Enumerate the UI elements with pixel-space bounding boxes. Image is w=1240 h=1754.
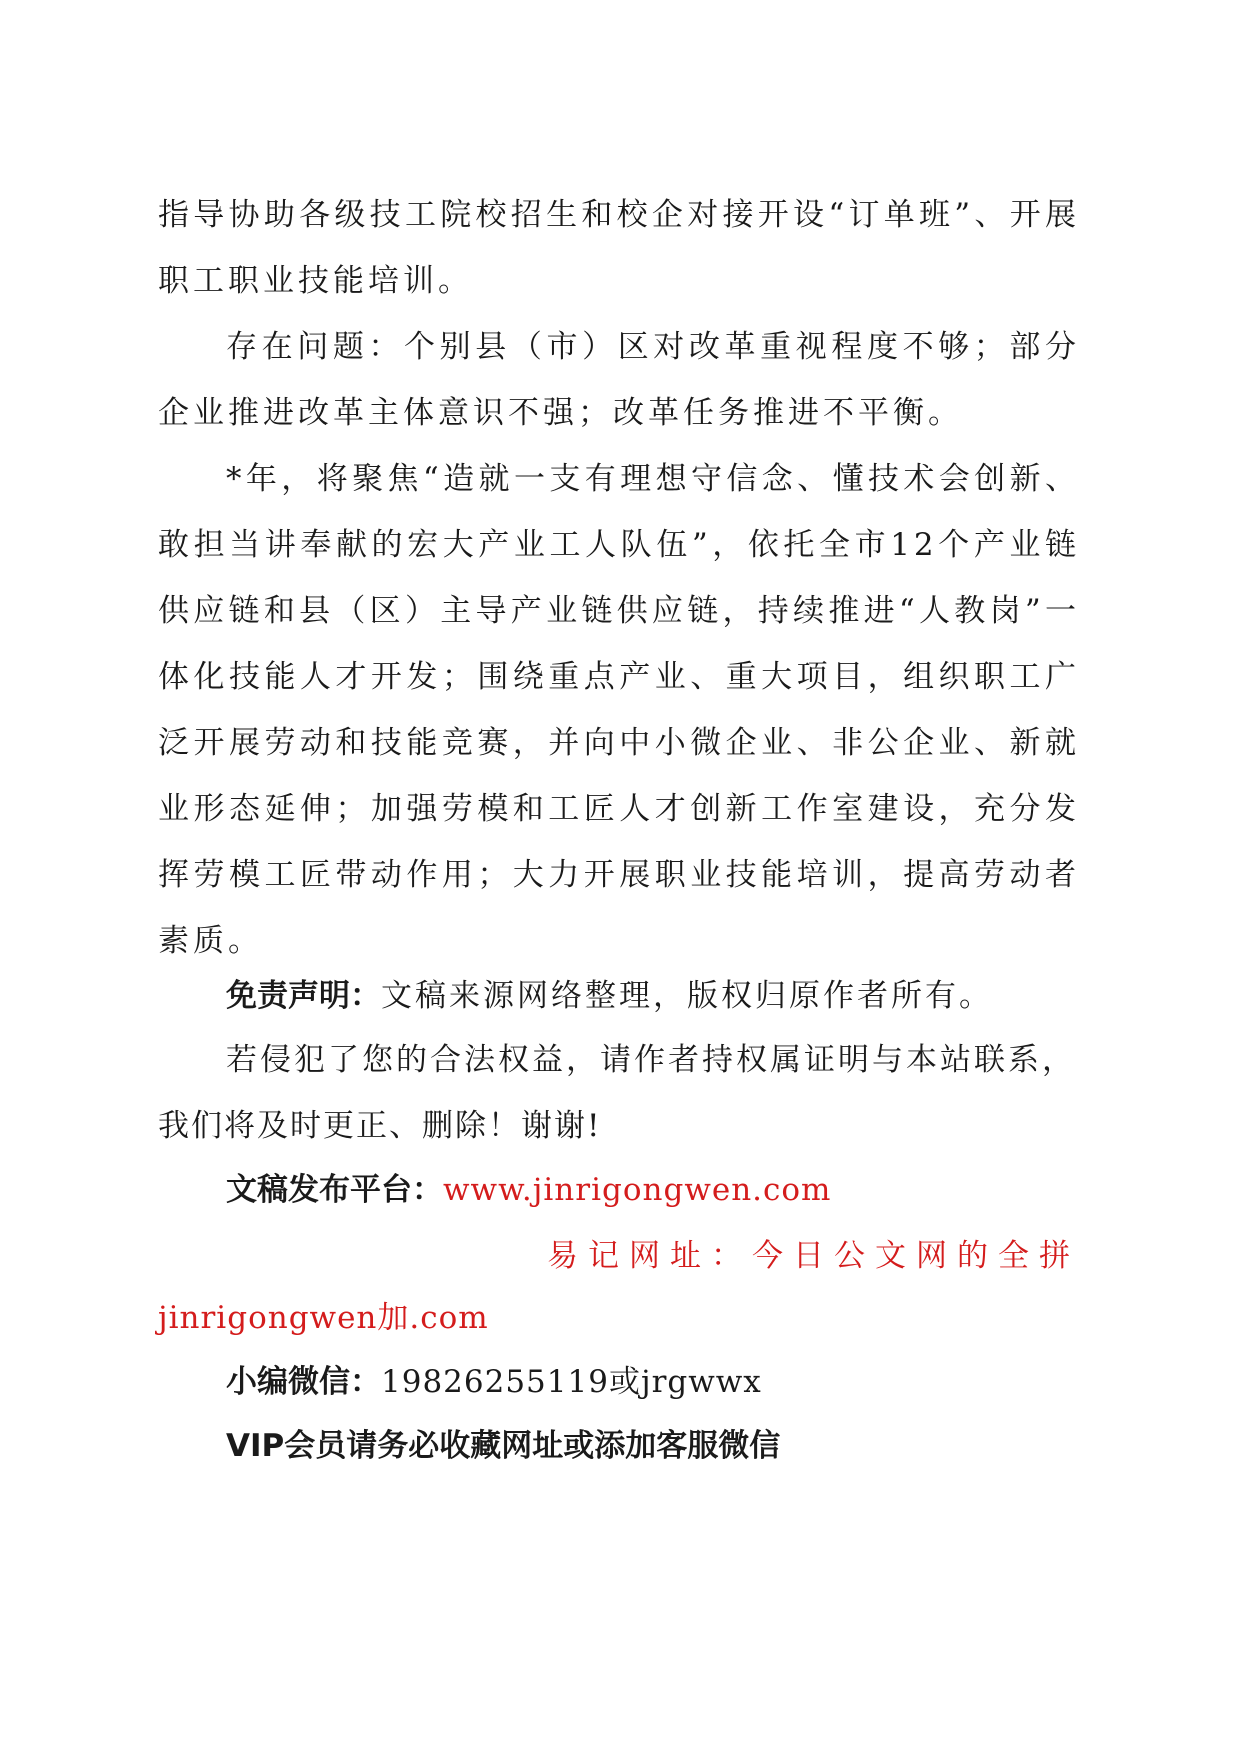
vip-notice: VIP会员请务必收藏网址或添加客服微信 [226, 1428, 781, 1464]
disclaimer-line [158, 976, 1148, 1016]
easy-url-label: 易记网址：今日公文网的全拼 [547, 1238, 1080, 1274]
infringement-notice: 若侵犯了您的合法权益，请作者持权属证明与本站联系， [226, 1042, 1076, 1078]
easy-url-value: jinrigongwen加.com [158, 1300, 489, 1336]
body-paragraph-1: 指导协助各级技工院校招生和校企对接开设“订单班”、开展职工职业技能培训。 [158, 197, 1080, 299]
body-paragraph-problems: 存在问题：个别县（市）区对改革重视程度不够；部分企业推进改革主体意识不强；改革任务推进不平衡。 [158, 329, 1080, 431]
wechat-line [158, 1362, 1148, 1402]
wechat-value: 19826255119或jrgwwx [381, 1364, 762, 1400]
platform-url-link[interactable]: www.jinrigongwen.com [443, 1172, 832, 1208]
disclaimer-text: 文稿来源网络整理，版权归原作者所有。 [381, 978, 993, 1014]
wechat-label: 小编微信： [226, 1364, 381, 1400]
platform-label: 文稿发布平台： [226, 1172, 443, 1208]
correction-notice: 我们将及时更正、删除！谢谢! [158, 1108, 602, 1144]
platform-line [158, 1170, 1148, 1210]
disclaimer-label: 免责声明： [226, 978, 381, 1014]
body-paragraph-plan: *年，将聚焦“造就一支有理想守信念、懂技术会创新、敢担当讲奉献的宏大产业工人队伍”，依托全市12个产业链供应链和县（区）主导产业链供应链，持续推进“人教岗”一体化技能人才开发；围绕重点产业、重大项目，组织职工广泛开展劳动和技能竞赛，并向中小微企业、非公企业、新就业形态延伸；加强劳模和工匠人才创新工作室建设，充分发挥劳模工匠带动作用；大力开展职业技能培训，提高劳动者素质。 [158, 461, 1080, 959]
